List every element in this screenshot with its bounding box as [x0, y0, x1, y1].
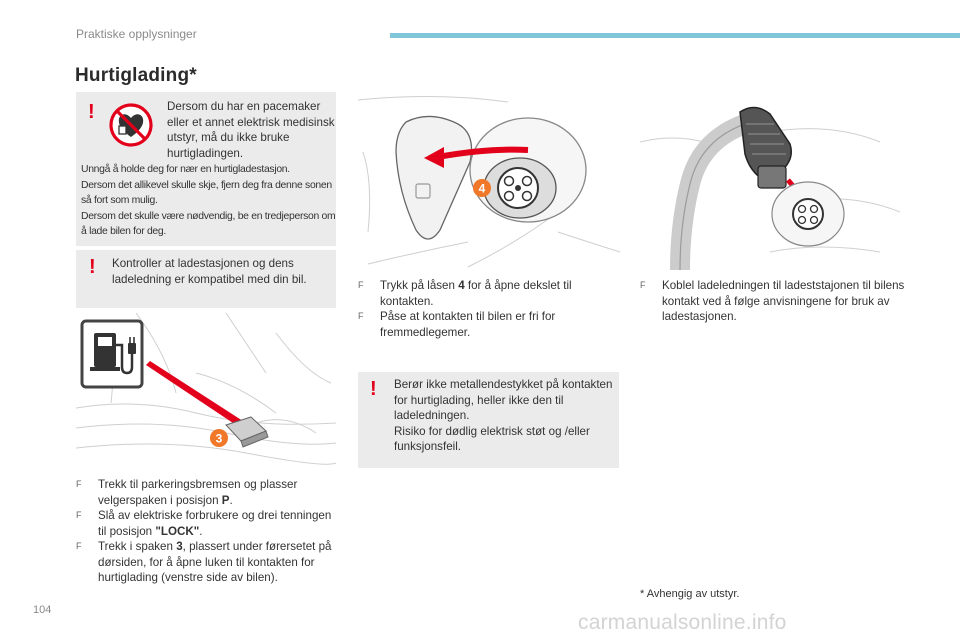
pacemaker-warning-box — [76, 92, 336, 246]
detail-line: Unngå å holde deg for nær en hurtigladestasjon. — [81, 164, 290, 175]
step-bullet: F — [358, 280, 364, 290]
steps-left — [76, 477, 341, 586]
exclamation-icon: ! — [89, 256, 96, 278]
callout-lever-number: 3 — [215, 431, 223, 446]
header-accent-bar — [390, 33, 960, 38]
steps-right — [640, 278, 905, 325]
detail-line: Dersom det allikevel skulle skje, fjern deg fra denne sonen så fort som mulig. — [81, 179, 332, 207]
page-number: 104 — [33, 604, 52, 616]
metal-warning-text: Berør ikke metallendestykket på kontakten for hurtiglading, heller ikke den til ladeledningen. Risiko for dødlig elektrisk støt og /eller funksjonsfeil. — [394, 378, 613, 453]
step-bullet: F — [76, 510, 82, 520]
step-item: F Påse at kontakten til bilen er fri for fremmedlegemer. — [358, 310, 556, 339]
step-bullet: F — [76, 479, 82, 489]
flap-illustration — [358, 92, 620, 270]
exclamation-icon: ! — [370, 378, 377, 400]
step-bullet: F — [76, 541, 82, 551]
step-item: F Koblel ladeledningen til ladeststajonen til bilens kontakt ved å følge anvisningene for bruk av ladestasjonen. — [640, 279, 905, 323]
detail-line: Dersom det skulle være nødvendig, be en tredjeperson om å lade bilen for deg. — [81, 210, 336, 238]
step-bullet: F — [358, 311, 364, 321]
step-bullet: F — [640, 280, 646, 290]
lever-illustration — [76, 313, 336, 468]
pacemaker-warning-intro: Dersom du har en pacemaker eller et annet elektrisk medisinsk utstyr, må du ikke bruke hurtigladingen. — [167, 100, 335, 160]
cable-illustration — [640, 92, 900, 270]
step-item: F Trekk til parkeringsbremsen og plasser velgerspaken i posisjon P. — [76, 478, 298, 507]
section-header: Praktiske opplysninger — [76, 27, 197, 41]
step-item: F Trykk på låsen 4 for å åpne dekslet til kontakten. — [358, 279, 572, 308]
exclamation-icon: ! — [88, 101, 95, 123]
pacemaker-prohibited-icon — [106, 100, 156, 150]
footnote: * Avhengig av utstyr. — [640, 588, 740, 600]
watermark: carmanualsonline.info — [578, 611, 787, 634]
station-warning-text: Kontroller at ladestasjonen og dens ladeledning er kompatibel med din bil. — [112, 257, 307, 286]
station-warning-box — [76, 250, 336, 308]
metal-warning-box — [358, 372, 619, 468]
steps-middle — [358, 278, 620, 340]
step-item: F Trekk i spaken 3, plassert under førersetet på dørsiden, for å åpne luken til kontakten for hurtiglading (venstre side av bilen). — [76, 540, 332, 584]
callout-lock-number: 4 — [478, 181, 486, 196]
step-item: F Slå av elektriske forbrukere og drei tenningen til posisjon "LOCK". — [76, 509, 332, 538]
page-title: Hurtiglading* — [75, 65, 197, 86]
pacemaker-warning-detail — [81, 162, 337, 240]
